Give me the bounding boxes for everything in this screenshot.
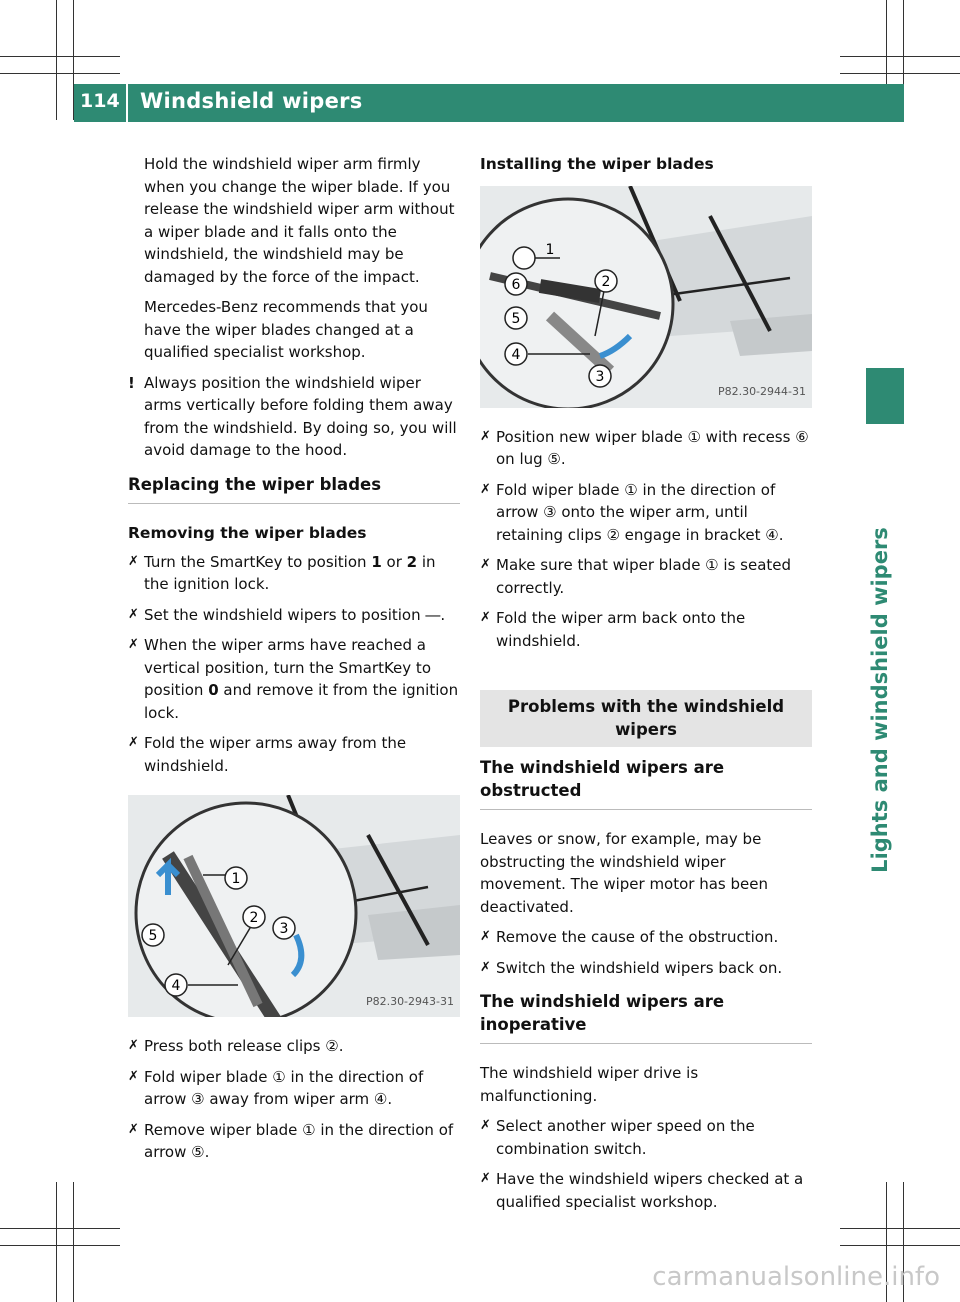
section-heading: The windshield wipers are obstructed [480,757,812,810]
crop-mark [56,1182,57,1302]
page-number: 114 [80,90,120,112]
step [128,732,460,777]
figure-installing-blades [480,186,812,408]
section-heading: Replacing the wiper blades [128,474,460,505]
crop-mark [73,1182,74,1302]
step-arrow-icon: ✗ [128,1068,139,1084]
step [128,604,460,627]
step-arrow-icon: ✗ [480,929,491,944]
crop-mark [840,1228,960,1229]
step-arrow-icon: ✗ [128,637,139,652]
step [480,1168,812,1213]
step-text: Press both release clips ②. [144,1037,344,1055]
callout-label: 3 [595,368,605,385]
sub-heading: Installing the wiper blades [480,155,714,173]
intro-block [128,153,460,364]
step-arrow-icon: ✗ [128,606,139,622]
step-text: Make sure that wiper blade ① is seated correctly. [496,556,792,597]
step-text: Fold wiper blade ① in the direction of arrow ③ away from wiper arm ④. [144,1067,424,1108]
notice [128,372,460,462]
side-tab [866,368,904,424]
step-text: Set the windshield wipers to position ―. [144,605,446,624]
warning-icon: ! [128,373,135,392]
sub-heading: Removing the wiper blades [128,524,367,542]
section-banner: Problems with the windshield wipers [480,690,812,747]
intro-paragraph: Hold the windshield wiper arm firmly when you change the wiper blade. If you release the windshield wiper arm without a wiper blade and it falls onto the windshield, the windshield may be damaged by the force of the impact. [144,155,455,286]
wiper-illustration [480,186,812,408]
body-paragraph: The windshield wiper drive is malfunctioning. [480,1064,699,1105]
notice-text: Always position the windshield wiper arms vertically before folding them away from the windshield. By doing so, you will avoid damage to the hood. [144,373,457,459]
callout-label: 5 [148,928,158,944]
step-text: Remove the cause of the obstruction. [496,928,779,946]
intro-paragraph: Mercedes-Benz recommends that you have the wiper blades changed at a qualified specialist workshop. [144,298,428,361]
step-arrow-icon: ✗ [480,481,491,497]
crop-mark [0,1228,120,1229]
step [480,426,812,471]
step-text: Have the windshield wipers checked at a qualified specialist workshop. [496,1170,804,1211]
crop-mark [0,1245,120,1246]
step-arrow-icon: ✗ [480,1171,491,1186]
callout-label: 3 [279,921,289,937]
step [480,479,812,547]
body-paragraph: Leaves or snow, for example, may be obstructing the windshield wiper movement. The wiper motor has been deactivated. [480,830,768,916]
callout-label: 2 [601,273,611,290]
figure-code: P82.30-2943-31 [365,994,454,1008]
watermark: carmanualsonline.info [652,1262,940,1292]
step [480,957,812,980]
callout-label: 6 [511,276,521,293]
step [128,634,460,724]
step-text: Fold the wiper arms away from the windshield. [144,734,407,775]
step-text: Fold wiper blade ① in the direction of arrow ③ onto the wiper arm, until retaining clips ② engage in bracket ④. [496,480,784,544]
key-position: 2 [406,552,418,571]
crop-mark [0,73,120,74]
step-text: Switch the windshield wipers back on. [496,958,783,977]
left-column [128,153,460,1172]
step [128,1119,460,1164]
step-text: Select another wiper speed on the combination switch. [496,1117,755,1158]
header-separator [126,84,128,122]
step [128,1035,460,1058]
key-position: 1 [371,552,382,571]
page-title: Windshield wipers [140,89,363,113]
callout-label: 1 [231,871,241,887]
key-position: 0 [208,681,219,699]
step-text: Remove wiper blade ① in the direction of arrow ⑤. [144,1120,454,1161]
right-column [480,153,812,1221]
step [480,926,812,949]
step-text: Fold the wiper arm back onto the windshield. [496,609,746,650]
step-arrow-icon: ✗ [128,1121,139,1137]
figure-removing-blades [128,795,460,1017]
callout-label: 4 [511,346,521,363]
step-arrow-icon: ✗ [128,735,139,750]
wiper-illustration [128,795,460,1017]
callout-label: 5 [511,310,521,327]
crop-mark [840,73,960,74]
step-arrow-icon: ✗ [128,553,139,569]
step-arrow-icon: ✗ [480,428,491,444]
step-arrow-icon: ✗ [480,557,491,572]
step-text: When the wiper arms have reached a vertical position, turn the SmartKey to position [144,636,431,699]
step-text: Position new wiper blade ① with recess ⑥ on lug ⑤. [496,427,809,468]
step-text: or [381,552,407,571]
step [128,551,460,596]
step-text: Turn the SmartKey to position [144,552,372,571]
step [480,554,812,599]
crop-mark [0,56,120,57]
chapter-title: Lights and windshield wipers [868,527,892,873]
step-text: and remove it from the ignition lock. [144,681,459,722]
step-arrow-icon: ✗ [480,1118,491,1133]
section-heading: The windshield wipers are inoperative [480,991,812,1044]
step-arrow-icon: ✗ [480,610,491,625]
step [480,1115,812,1160]
callout-label: 2 [249,910,259,926]
step [480,607,812,652]
step-arrow-icon: ✗ [480,959,491,975]
step [128,1066,460,1111]
step-arrow-icon: ✗ [128,1038,139,1053]
callout-label: 1 [545,241,555,258]
callout-label: 4 [171,978,181,994]
crop-mark [840,1245,960,1246]
figure-code: P82.30-2944-31 [717,385,806,398]
crop-mark [56,0,57,120]
crop-mark [840,56,960,57]
step-text: in the ignition lock. [144,552,436,593]
